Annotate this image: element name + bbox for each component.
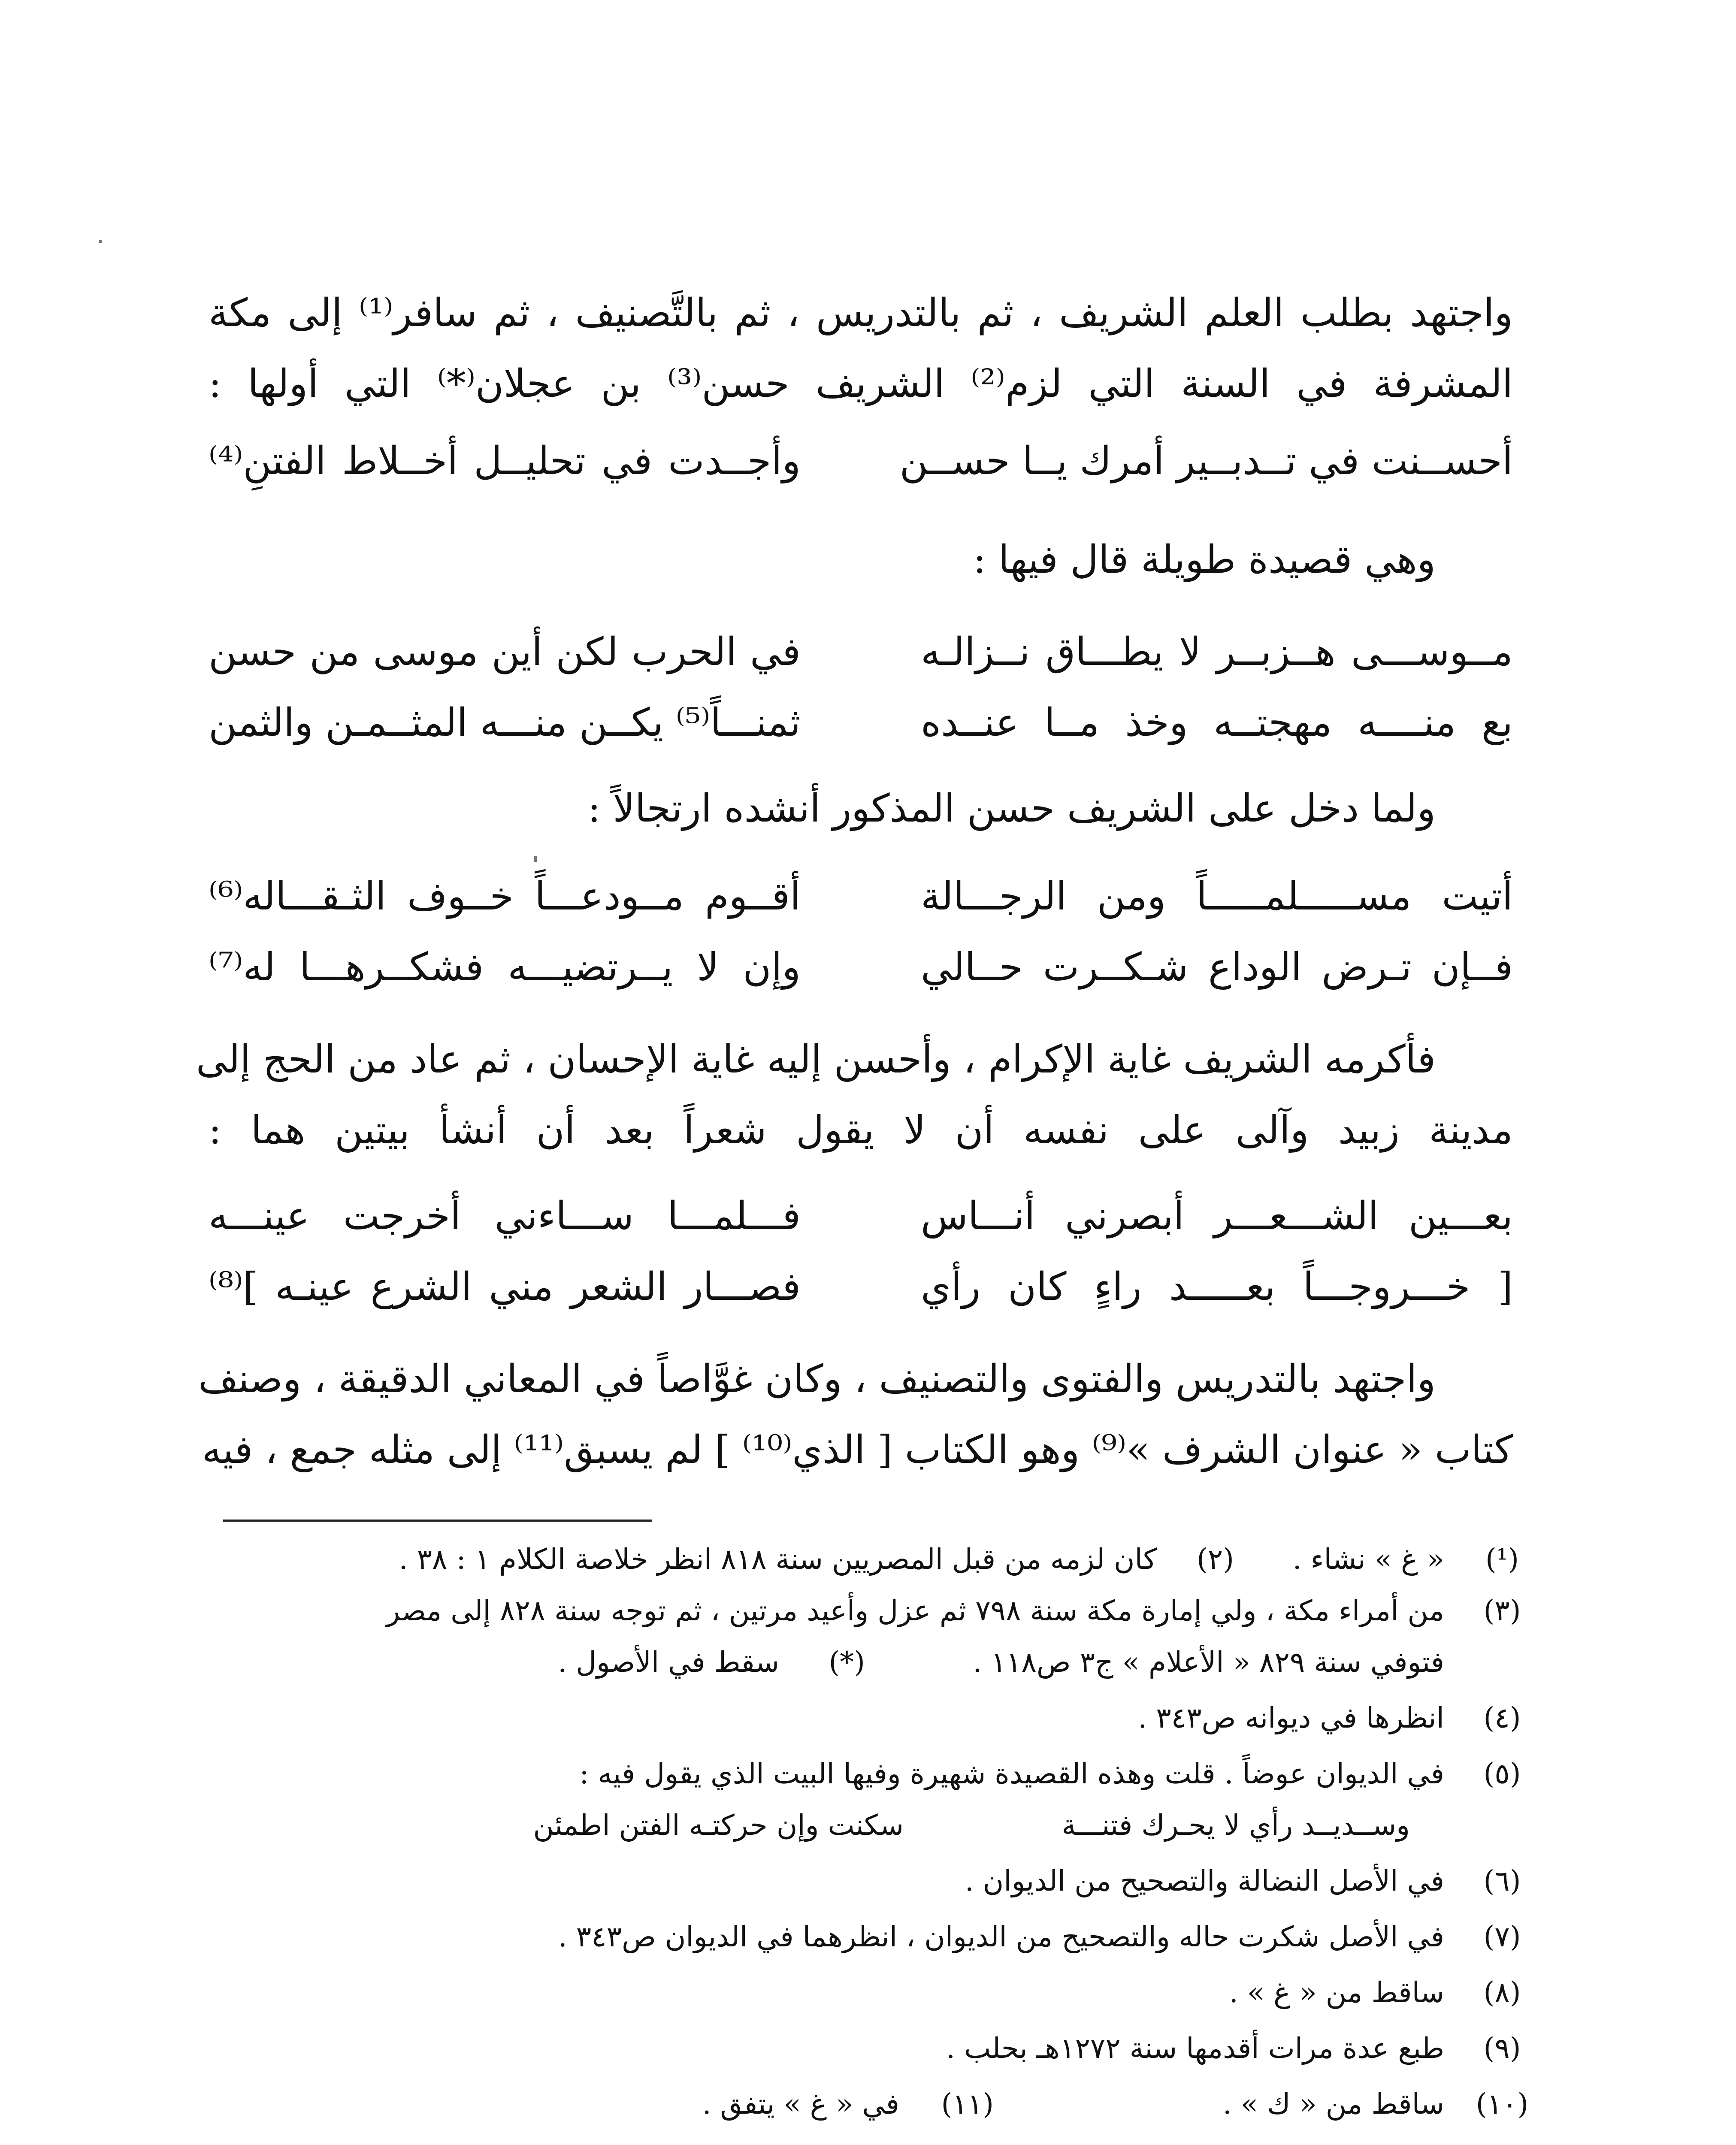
footnote-number: (٣) — [1483, 1594, 1521, 1627]
paragraph-line: واجتهد بطلب العلم الشريف ، ثم بالتدريس ، ثم بالتَّصنيف ، ثم سافر⁽¹⁾ إلى مكة — [209, 290, 1513, 335]
footnote-number: (٢) — [1197, 1543, 1234, 1576]
footnote — [209, 1695, 1534, 1742]
footnote-text: انظرها في ديوانه ص٣٤٣ . — [1138, 1701, 1444, 1734]
verse-line — [209, 1184, 1513, 1248]
footnote-number: (¹) — [1485, 1543, 1519, 1576]
footnote-text: في الديوان عوضاً . قلت وهذه القصيدة شهيرة وفيها البيت الذي يقول فيه : — [579, 1757, 1444, 1790]
footnote-text: في الأصل النضالة والتصحيح من الديوان . — [965, 1864, 1444, 1897]
footnote-text: كان لزمه من قبل المصريين سنة ٨١٨ انظر خلاصة الكلام ١ : ٣٨ . — [399, 1543, 1157, 1576]
paragraph-line: مدينة زبيد وآلى على نفسه أن لا يقول شعراً بعد أن أنشأ بيتين هما : — [209, 1108, 1513, 1153]
footnote — [209, 2081, 1534, 2128]
footnote-verse-second: سكنت وإن حركتـه الفتن اطمئن — [533, 1809, 904, 1842]
footnote-text: ساقط من « غ » . — [1229, 1976, 1444, 2009]
footnote-text: من أمراء مكة ، ولي إمارة مكة سنة ٧٩٨ ثم عزل وأعيد مرتين ، ثم توجه سنة ٨٢٨ إلى مصر — [386, 1594, 1444, 1627]
verse-hemistich-second: فـــلمـــا ســـاءني أخرجت عينـــه — [209, 1193, 801, 1239]
paragraph-line: واجتهد بالتدريس والفتوى والتصنيف ، وكان غوَّاصاً في المعاني الدقيقة ، وصنف — [198, 1356, 1436, 1402]
footnote-number: (٦) — [1483, 1864, 1521, 1897]
footnote — [209, 1750, 1534, 1798]
verse-hemistich-first: فــإن تـرض الوداع شـكــرت حــالي — [921, 945, 1513, 990]
verse-line — [209, 935, 1513, 1000]
paragraph-line: كتاب « عنوان الشرف »⁽⁹⁾ وهو الكتاب [ الذي⁽¹⁰⁾ ] لم يسبق⁽¹¹⁾ إلى مثله جمع ، فيه — [202, 1427, 1513, 1472]
footnote-text: ساقط من « ك » . — [1222, 2088, 1444, 2121]
footnote-separator — [223, 1520, 652, 1522]
verse-hemistich-first: أتيت مســـــلمـــــاً ومن الرجـــالة — [921, 874, 1513, 919]
footnote — [209, 1858, 1534, 1905]
footnote-continuation — [209, 1639, 1534, 1686]
paragraph-line: وهي قصيدة طويلة قال فيها : — [973, 537, 1436, 582]
paragraph-line: المشرفة في السنة التي لزم⁽²⁾ الشريف حسن⁽³⁾ بن عجلان⁽*⁾ التي أولها : — [209, 361, 1513, 406]
verse-hemistich-first: أحســنت في تــدبــير أمرك يــا حســن — [899, 438, 1513, 483]
verse-hemistich-first: بع منــــه مهجتــه وخذ مــا عنــده — [921, 700, 1513, 745]
footnote-number: (٧) — [1483, 1920, 1521, 1953]
footnote-number: (١١) — [941, 2088, 994, 2121]
paragraph-line: ولما دخل على الشريف حسن المذكور أنشده ارتجالاً : — [587, 786, 1436, 831]
footnote — [209, 2025, 1534, 2072]
verse-line — [209, 429, 1513, 493]
footnote-number: (١٠) — [1476, 2088, 1529, 2121]
footnote — [209, 1913, 1534, 1961]
verse-hemistich-first: [ خـــروجـــاً بعـــــد راءٍ كان رأي — [921, 1264, 1513, 1309]
footnote-text: في « غ » يتفق . — [702, 2088, 899, 2121]
verse-hemistich-second: في الحرب لكن أين موسى من حسن — [209, 629, 801, 674]
footnote — [209, 1587, 1534, 1634]
footnote-text: طبع عدة مرات أقدمها سنة ١٢٧٢هـ بحلب . — [946, 2032, 1444, 2065]
scan-speck — [99, 240, 102, 243]
footnote-number: (٨) — [1483, 1976, 1521, 2009]
verse-line — [209, 864, 1513, 929]
verse-hemistich-second: ثمنـــاً⁽⁵⁾ يكــن منـــه المثــمـن والثمن — [209, 700, 801, 745]
verse-hemistich-second: وإن لا يــرتضيـــه فشكــرهـــا له⁽⁷⁾ — [209, 945, 801, 990]
verse-hemistich-first: مــوســـى هــزبــر لا يطـــاق نــزالـه — [921, 629, 1513, 674]
verse-line — [209, 691, 1513, 755]
footnote-number: (٩) — [1483, 2032, 1521, 2065]
footnote-number: (*) — [829, 1646, 865, 1679]
verse-line — [209, 1255, 1513, 1319]
scan-speck — [534, 856, 537, 862]
footnote — [209, 1969, 1534, 2016]
footnote — [209, 1536, 1534, 1583]
verse-hemistich-second: فصـــار الشعر مني الشرع عينـه ]⁽⁸⁾ — [209, 1264, 801, 1309]
verse-hemistich-first: بعـــين الشـــعـــر أبصرني أنـــاس — [921, 1193, 1513, 1239]
verse-line — [209, 620, 1513, 684]
footnote-text: في الأصل شكرت حاله والتصحيح من الديوان ، انظرهما في الديوان ص٣٤٣ . — [558, 1920, 1444, 1953]
footnote-text: سقط في الأصول . — [558, 1646, 779, 1679]
footnote-number: (٥) — [1483, 1757, 1521, 1790]
footnote-text: « غ » نشاء . — [1292, 1543, 1444, 1576]
verse-hemistich-second: وأجــدت في تحليــل أخــلاط الفتنِ⁽⁴⁾ — [209, 438, 801, 483]
footnote-verse-first: وســديــد رأي لا يحـرك فتنـــة — [1062, 1809, 1410, 1842]
footnote-number: (٤) — [1483, 1701, 1521, 1734]
footnote-text: فتوفي سنة ٨٢٩ « الأعلام » ج٣ ص١١٨ . — [973, 1646, 1444, 1679]
paragraph-line: فأكرمه الشريف غاية الإكرام ، وأحسن إليه غاية الإحسان ، ثم عاد من الحج إلى — [196, 1037, 1436, 1082]
verse-hemistich-second: أقــوم مــودعـــاً خــوف الثـقـــاله⁽⁶⁾ — [209, 874, 801, 919]
